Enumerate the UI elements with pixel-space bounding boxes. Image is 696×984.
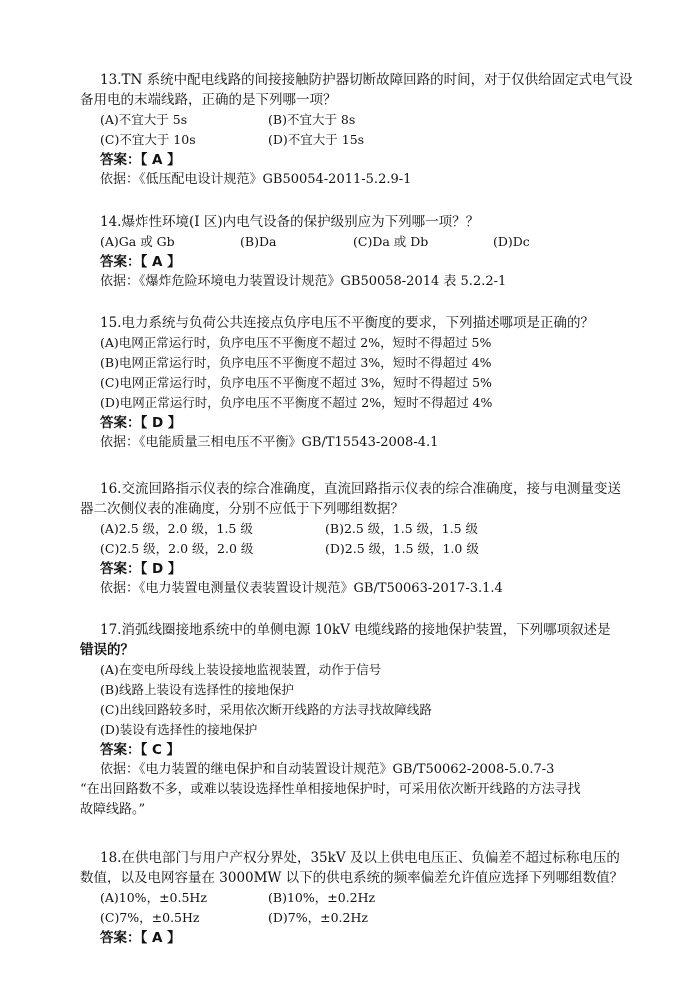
reference: 依据：《爆炸危险环境电力装置设计规范》GB50058-2014 表 5.2.2-1 xyxy=(100,274,507,289)
option-c xyxy=(100,700,620,720)
answer-label: 答案： xyxy=(100,415,141,431)
option-b: (B)10%，±0.2Hz xyxy=(268,890,376,905)
options-row xyxy=(100,519,620,539)
option-a-text: (A)电网正常运行时，负序电压不平衡度不超过 2%，短时不得超过 5% xyxy=(100,335,492,350)
question-stem: 17.消弧线圈接地系统中的单侧电源 10kV 电缆线路的接地保护装置，下列哪项叙述是 xyxy=(100,622,611,638)
answer-line xyxy=(100,928,620,948)
question-17 xyxy=(80,620,620,820)
answer-value: 【 A 】 xyxy=(140,930,181,946)
answer-label: 答案： xyxy=(100,930,141,946)
answer-line xyxy=(100,252,620,272)
answer-value: 【 D 】 xyxy=(140,561,182,577)
question-stem-cont: 错误的？ xyxy=(80,642,134,658)
option-d xyxy=(100,393,620,413)
answer-value: 【 A 】 xyxy=(140,152,181,168)
answer-line xyxy=(100,740,620,760)
answer-line xyxy=(100,150,620,170)
option-d-text: (D)电网正常运行时，负序电压不平衡度不超过 2%，短时不得超过 4% xyxy=(100,395,493,410)
quote-line-cont: 故障线路。” xyxy=(80,802,146,817)
option-d-text: (D)装设有选择性的接地保护 xyxy=(100,722,258,737)
reference: 依据：《电力装置电测量仪表装置设计规范》GB/T50063-2017-3.1.4 xyxy=(100,581,503,596)
question-14 xyxy=(100,212,620,292)
option-c-text: (C)电网正常运行时，负序电压不平衡度不超过 3%，短时不得超过 5% xyxy=(100,375,492,390)
option-b-text: (B)线路上装设有选择性的接地保护 xyxy=(100,682,294,697)
answer-label: 答案： xyxy=(100,254,141,270)
option-c-text: (C)出线回路较多时，采用依次断开线路的方法寻找故障线路 xyxy=(100,702,432,717)
answer-value: 【 C 】 xyxy=(140,742,181,758)
option-d xyxy=(100,720,620,740)
option-b: (B)2.5 级，1.5 级，1.5 级 xyxy=(325,521,478,536)
question-stem: 14.爆炸性环境(I 区)内电气设备的保护级别应为下列哪一项？？ xyxy=(100,214,480,230)
question-stem-cont: 数值，以及电网容量在 3000MW 以下的供电系统的频率偏差允许值应选择下列哪组数值？ xyxy=(80,870,624,886)
option-c: (C)2.5 级，2.0 级，2.0 级 xyxy=(100,541,254,556)
options-row xyxy=(100,110,620,130)
option-b: (B)不宜大于 8s xyxy=(268,112,356,127)
option-b: (B)Da xyxy=(240,234,277,249)
option-c: (C)7%，±0.5Hz xyxy=(100,910,200,925)
option-d: (D)2.5 级，1.5 级，1.0 级 xyxy=(325,541,479,556)
question-13 xyxy=(80,70,633,190)
question-stem: 16.交流回路指示仪表的综合准确度，直流回路指示仪表的综合准确度，接与电测量变送 xyxy=(100,481,621,497)
options-row xyxy=(100,908,620,928)
option-a xyxy=(100,660,620,680)
answer-label: 答案： xyxy=(100,561,141,577)
option-a: (A)Ga 或 Gb xyxy=(100,234,175,249)
question-stem: 15.电力系统与负荷公共连接点负序电压不平衡度的要求，下列描述哪项是正确的？ xyxy=(100,315,594,331)
option-b xyxy=(100,353,620,373)
answer-label: 答案： xyxy=(100,742,141,758)
option-a: (A)10%，±0.5Hz xyxy=(100,890,207,905)
answer-line xyxy=(100,559,620,579)
options-row xyxy=(100,888,620,908)
options-row xyxy=(100,539,620,559)
option-a: (A)不宜大于 5s xyxy=(100,112,188,127)
option-d: (D)不宜大于 15s xyxy=(268,132,365,147)
question-16 xyxy=(80,479,621,599)
reference: 依据：《电能质量三相电压不平衡》GB/T15543-2008-4.1 xyxy=(100,435,439,450)
question-stem: 18.在供电部门与用户产权分界处，35kV 及以上供电电压正、负偏差不超过标称电压的 xyxy=(100,850,620,866)
question-stem-cont: 器二次侧仪表的准确度，分别不应低于下列哪组数据？ xyxy=(80,501,404,517)
option-a xyxy=(100,333,620,353)
options-row xyxy=(100,232,620,252)
answer-line xyxy=(100,413,620,433)
answer-value: 【 D 】 xyxy=(140,415,182,431)
quote-line: “在出回路数不多，或难以装设选择性单相接地保护时，可采用依次断开线路的方法寻找 xyxy=(80,782,581,797)
reference: 依据：《低压配电设计规范》GB50054-2011-5.2.9-1 xyxy=(100,172,412,187)
option-c xyxy=(100,373,620,393)
option-d: (D)7%，±0.2Hz xyxy=(268,910,368,925)
option-b-text: (B)电网正常运行时，负序电压不平衡度不超过 3%，短时不得超过 4% xyxy=(100,355,492,370)
reference: 依据：《电力装置的继电保护和自动装置设计规范》GB/T50062-2008-5.0.7-3 xyxy=(100,762,555,777)
question-15 xyxy=(100,313,620,453)
question-stem: 13.TN 系统中配电线路的间接接触防护器切断故障回路的时间，对于仅供给固定式电气设 xyxy=(100,72,633,88)
question-18 xyxy=(80,848,624,948)
question-stem-cont: 备用电的末端线路，正确的是下列哪一项？ xyxy=(80,92,337,108)
option-d: (D)Dc xyxy=(493,234,530,249)
option-b xyxy=(100,680,620,700)
answer-value: 【 A 】 xyxy=(140,254,181,270)
option-c: (C)Da 或 Db xyxy=(353,234,429,249)
option-a-text: (A)在变电所母线上装设接地监视装置，动作于信号 xyxy=(100,662,382,677)
answer-label: 答案： xyxy=(100,152,141,168)
options-row xyxy=(100,130,620,150)
option-c: (C)不宜大于 10s xyxy=(100,132,196,147)
option-a: (A)2.5 级，2.0 级，1.5 级 xyxy=(100,521,253,536)
